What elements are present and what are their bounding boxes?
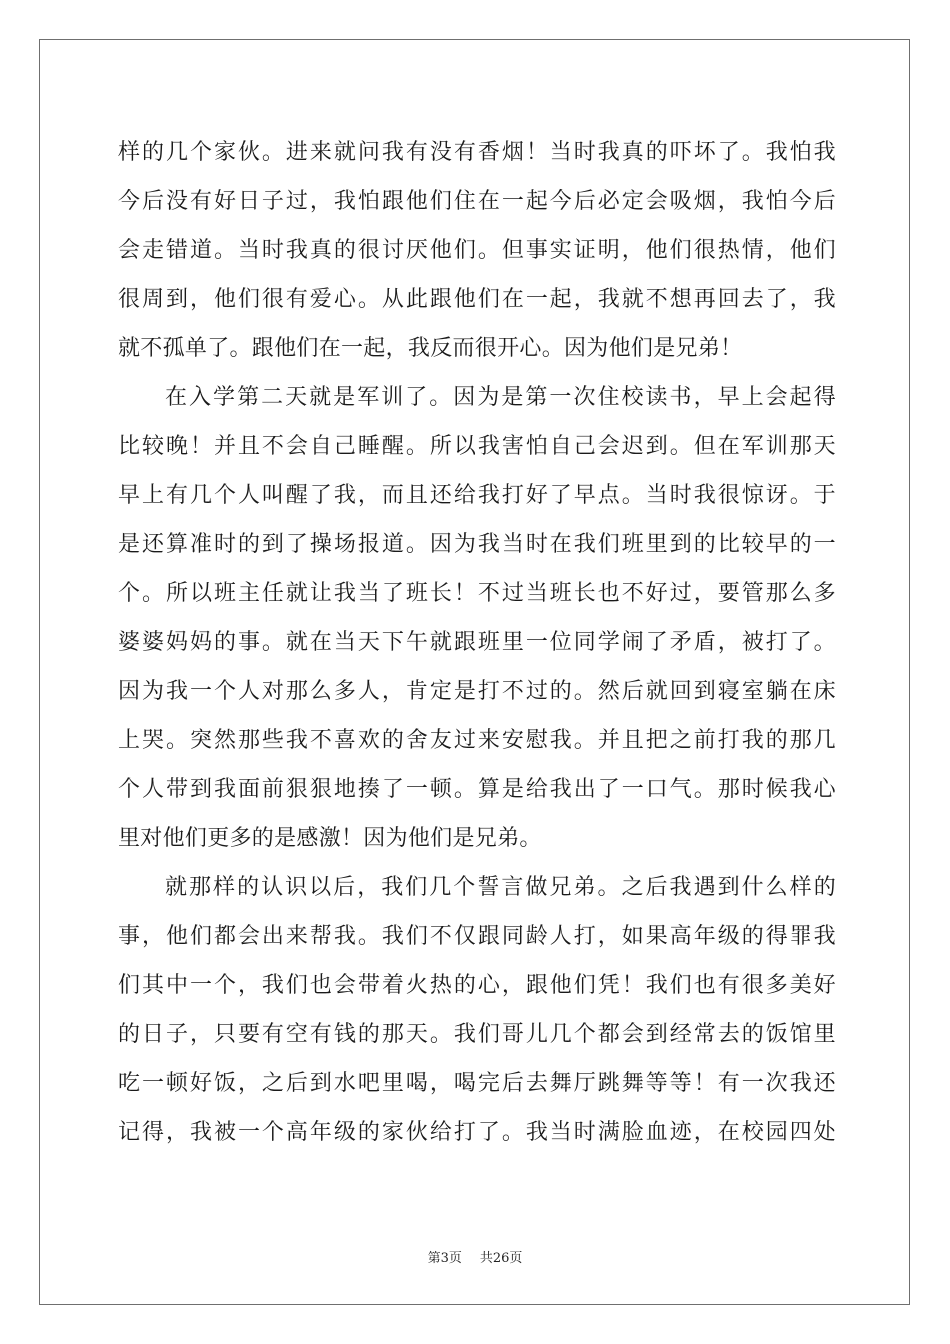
page-total: 共26页 — [479, 1251, 523, 1266]
text-line: 的日子，只要有空有钱的那天。我们哥儿几个都会到经常去的饭馆里 — [118, 1022, 836, 1047]
text-line: 比较晚！并且不会自己睡醒。所以我害怕自己会迟到。但在军训那天 — [118, 434, 836, 459]
text-line: 婆婆妈妈的事。就在当天下午就跟班里一位同学闹了矛盾，被打了。 — [118, 630, 836, 655]
text-line: 个。所以班主任就让我当了班长！不过当班长也不好过，要管那么多 — [118, 581, 836, 606]
text-line: 事，他们都会出来帮我。我们不仅跟同龄人打，如果高年级的得罪我 — [118, 924, 836, 949]
text-line: 个人带到我面前狠狠地揍了一顿。算是给我出了一口气。那时候我心 — [118, 777, 836, 802]
paragraph-first-line: 就那样的认识以后，我们几个誓言做兄弟。之后我遇到什么样的 — [165, 875, 836, 900]
document-body — [118, 128, 836, 1157]
text-line: 早上有几个人叫醒了我，而且还给我打好了早点。当时我很惊讶。于 — [118, 483, 836, 508]
text-line: 会走错道。当时我真的很讨厌他们。但事实证明，他们很热情，他们 — [118, 238, 836, 263]
text-line: 吃一顿好饭，之后到水吧里喝，喝完后去舞厅跳舞等等！有一次我还 — [118, 1071, 836, 1096]
text-line: 很周到，他们很有爱心。从此跟他们在一起，我就不想再回去了，我 — [118, 287, 836, 312]
text-line: 是还算准时的到了操场报道。因为我当时在我们班里到的比较早的一 — [118, 532, 836, 557]
text-line: 里对他们更多的是感激！因为他们是兄弟。 — [118, 826, 542, 851]
text-line: 上哭。突然那些我不喜欢的舍友过来安慰我。并且把之前打我的那几 — [118, 728, 836, 753]
paragraph-first-line: 在入学第二天就是军训了。因为是第一次住校读书，早上会起得 — [165, 385, 836, 410]
text-line: 记得，我被一个高年级的家伙给打了。我当时满脸血迹，在校园四处 — [118, 1120, 836, 1145]
text-line: 因为我一个人对那么多人，肯定是打不过的。然后就回到寝室躺在床 — [118, 679, 836, 704]
text-line: 们其中一个，我们也会带着火热的心，跟他们凭！我们也有很多美好 — [118, 973, 836, 998]
page-footer — [0, 1247, 950, 1266]
text-line: 今后没有好日子过，我怕跟他们住在一起今后必定会吸烟，我怕今后 — [118, 189, 836, 214]
text-line: 样的几个家伙。进来就问我有没有香烟！当时我真的吓坏了。我怕我 — [118, 140, 836, 165]
text-line: 就不孤单了。跟他们在一起，我反而很开心。因为他们是兄弟！ — [118, 336, 743, 361]
page-number: 第3页 — [427, 1251, 462, 1266]
